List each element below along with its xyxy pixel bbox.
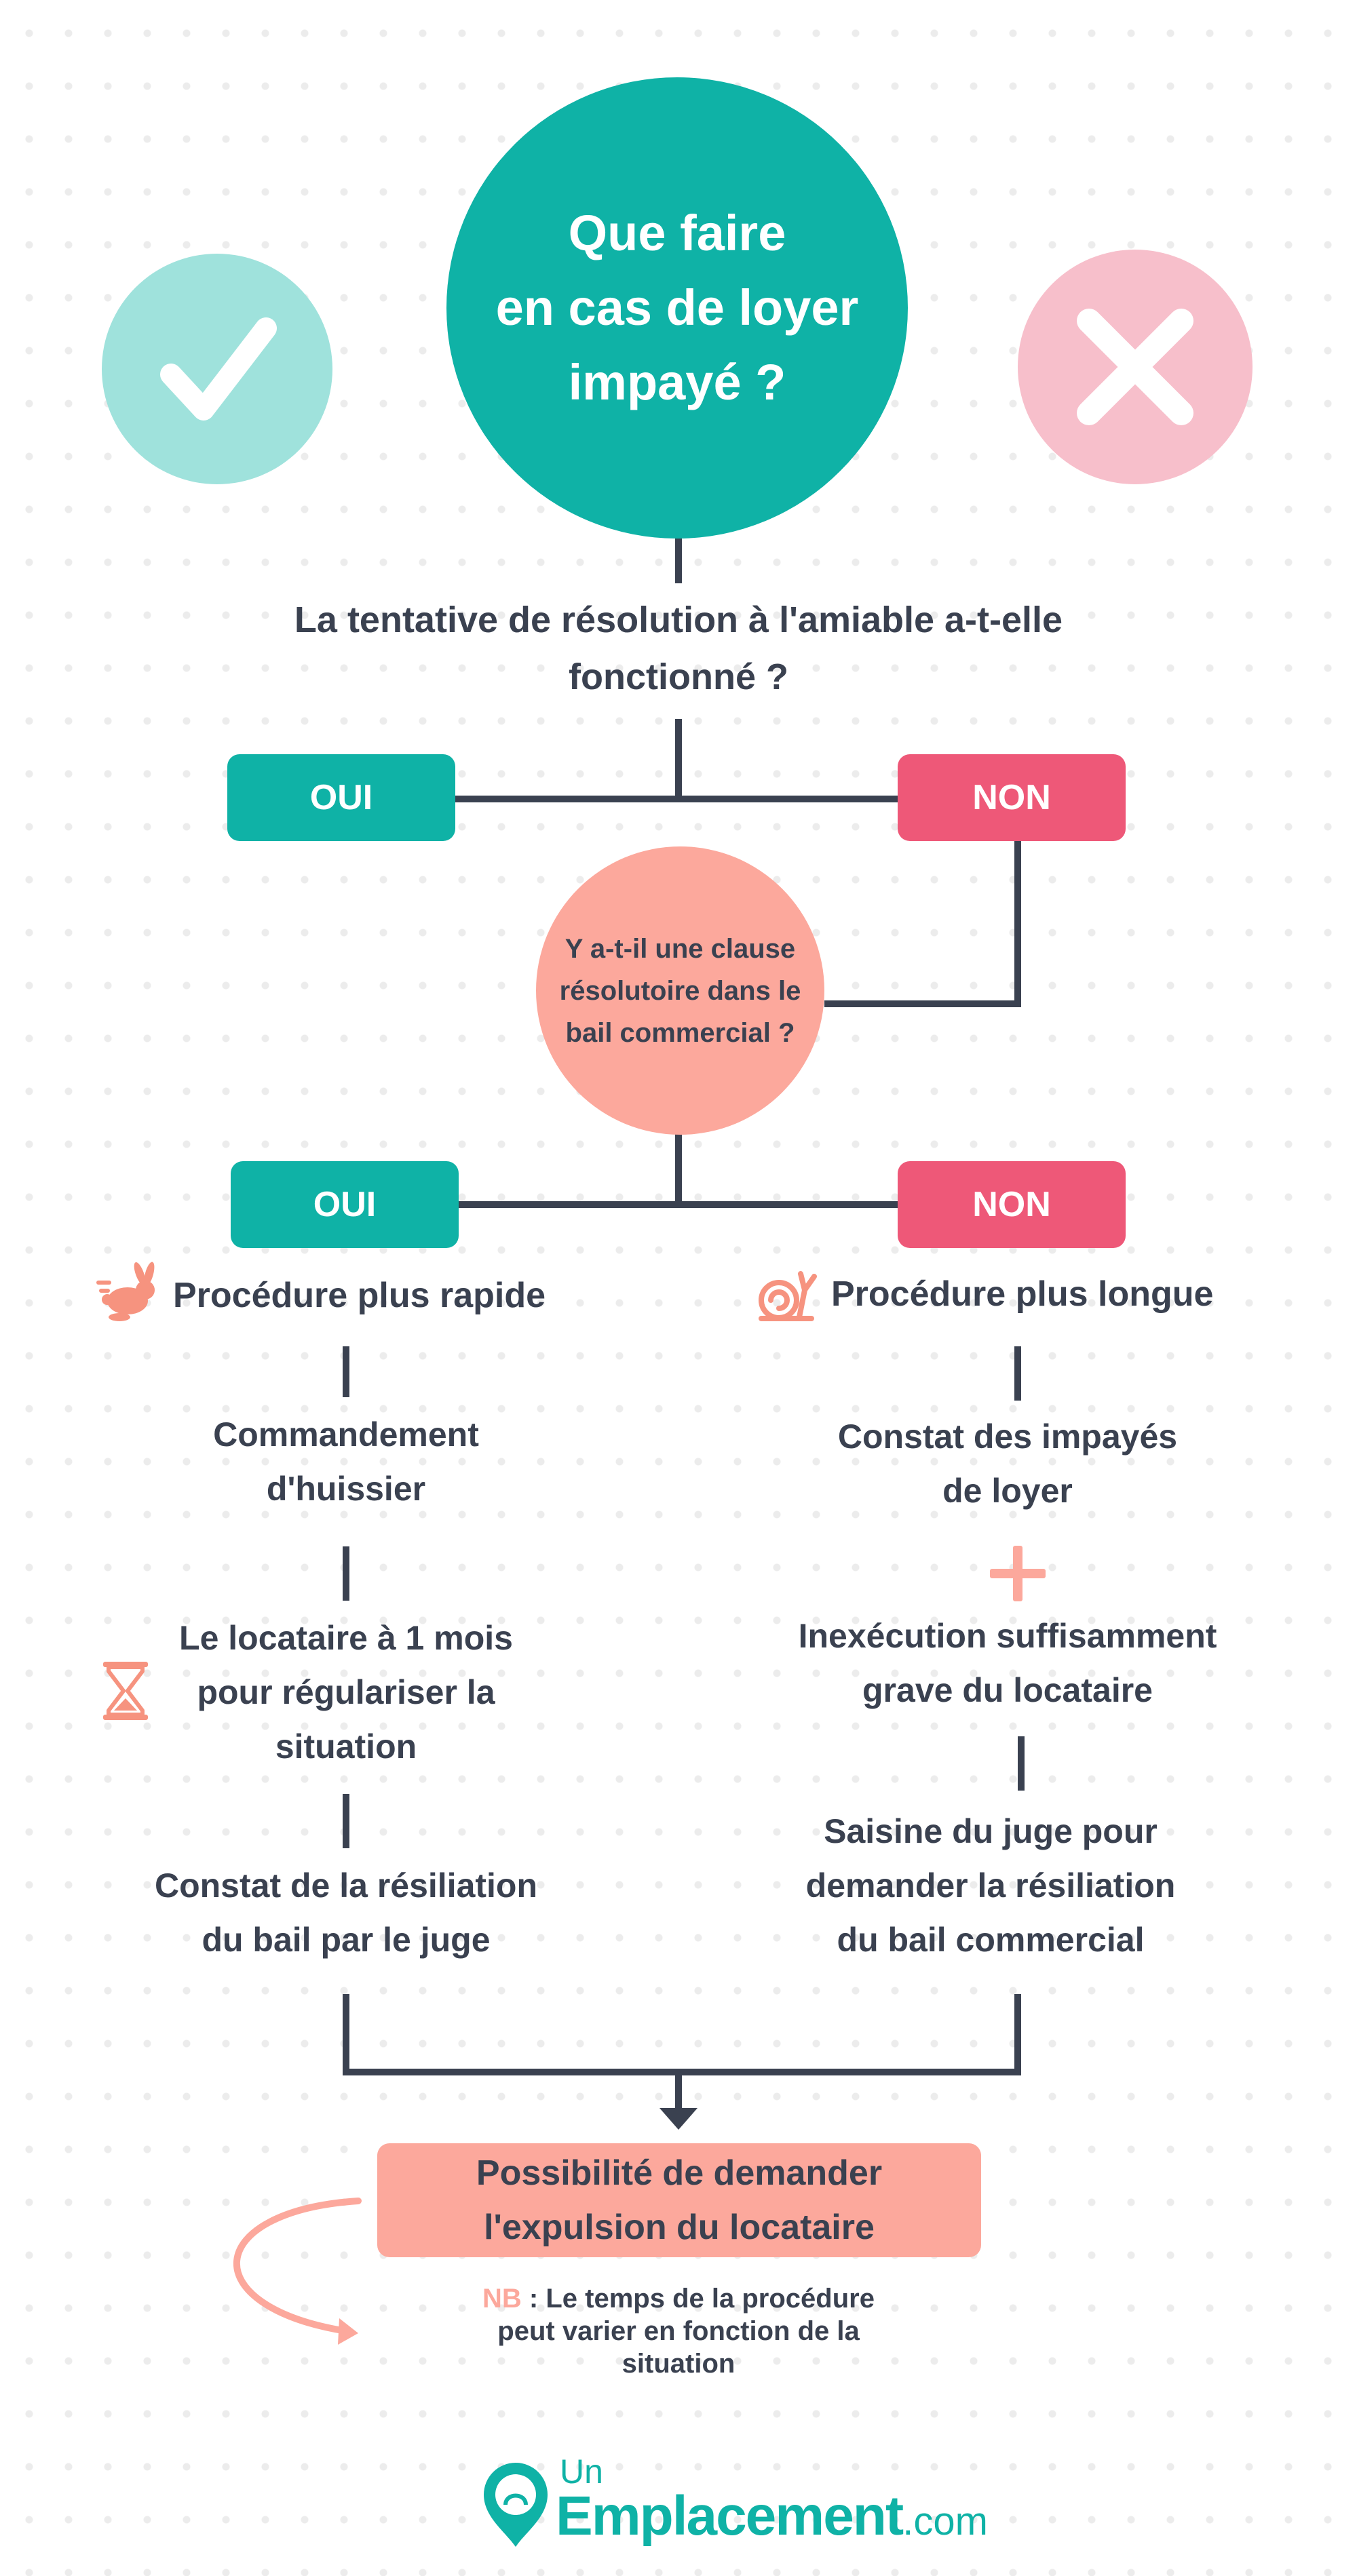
page-title [496,196,859,420]
footnote-text: : Le temps de la procédure [521,2284,875,2314]
footnote-text: situation [622,2349,735,2379]
left-path-heading: Procédure plus rapide [173,1276,546,1315]
left-step-1 [109,1407,584,1516]
left-step-3 [102,1858,590,1967]
result-line: l'expulsion du locataire [484,2208,875,2247]
location-pin-icon [478,2457,553,2552]
logo-suffix: .com [902,2499,988,2543]
step-line: Constat des impayés [837,1418,1178,1456]
step-line: du bail commercial [837,1921,1145,1959]
step-line: demander la résiliation [805,1867,1176,1905]
step-line: situation [275,1728,417,1765]
left-step-2 [109,1611,584,1774]
logo-main-text [556,2484,988,2548]
result-line: Possibilité de demander [476,2153,883,2193]
plus-icon [987,1543,1048,1604]
branch2-no-badge: NON [898,1161,1126,1248]
step-line: Commandement [213,1416,479,1453]
clause-line: bail commercial ? [565,1017,795,1048]
step-line: Inexécution suffisamment [798,1617,1217,1655]
branch2-yes-badge: OUI [231,1161,459,1248]
branch1-no-badge: NON [898,754,1126,841]
logo [478,2452,988,2560]
step-line: grave du locataire [862,1671,1153,1709]
step-line: Saisine du juge pour [824,1812,1158,1850]
footnote [441,2282,916,2380]
clause-line: résolutoire dans le [559,975,801,1006]
right-step-2 [770,1609,1245,1717]
footnote-label: NB [482,2284,522,2314]
question-line: La tentative de résolution à l'amiable a-t-elle [294,600,1063,640]
result-box [377,2143,981,2257]
check-icon [149,301,285,437]
title-circle [446,77,908,539]
footnote-text: peut varier en fonction de la [497,2316,860,2346]
clause-question-circle [536,846,824,1135]
clause-line: Y a-t-il une clause [565,933,796,964]
curved-arrow-head [338,2318,358,2345]
snail-icon [752,1263,820,1331]
connector-no-to-clause [824,841,1018,1004]
step-line: Constat de la résiliation [154,1867,537,1905]
step-line: d'huissier [266,1470,426,1508]
arrow-head [660,2108,697,2130]
step-line: de loyer [942,1472,1073,1510]
title-line: Que faire [568,205,786,261]
right-step-3 [753,1804,1228,1967]
step-line: du bail par le juge [202,1921,491,1959]
connector-merge [346,1994,1018,2072]
logo-brand: Emplacement [556,2485,903,2547]
question-line: fonctionné ? [569,657,788,697]
logo-top-text: Un [560,2453,603,2491]
right-path-heading: Procédure plus longue [831,1274,1214,1314]
step-line: Le locataire à 1 mois [179,1619,513,1657]
title-line: impayé ? [568,354,786,410]
check-circle [102,254,332,484]
step-line: pour régulariser la [197,1673,495,1711]
right-step-1 [770,1409,1245,1518]
rabbit-icon [95,1260,163,1328]
close-icon [1074,306,1196,428]
title-line: en cas de loyer [495,279,859,336]
question-amicable [204,591,1153,705]
branch1-yes-badge: OUI [227,754,455,841]
cross-circle [1018,250,1253,484]
curved-arrow [237,2201,358,2331]
